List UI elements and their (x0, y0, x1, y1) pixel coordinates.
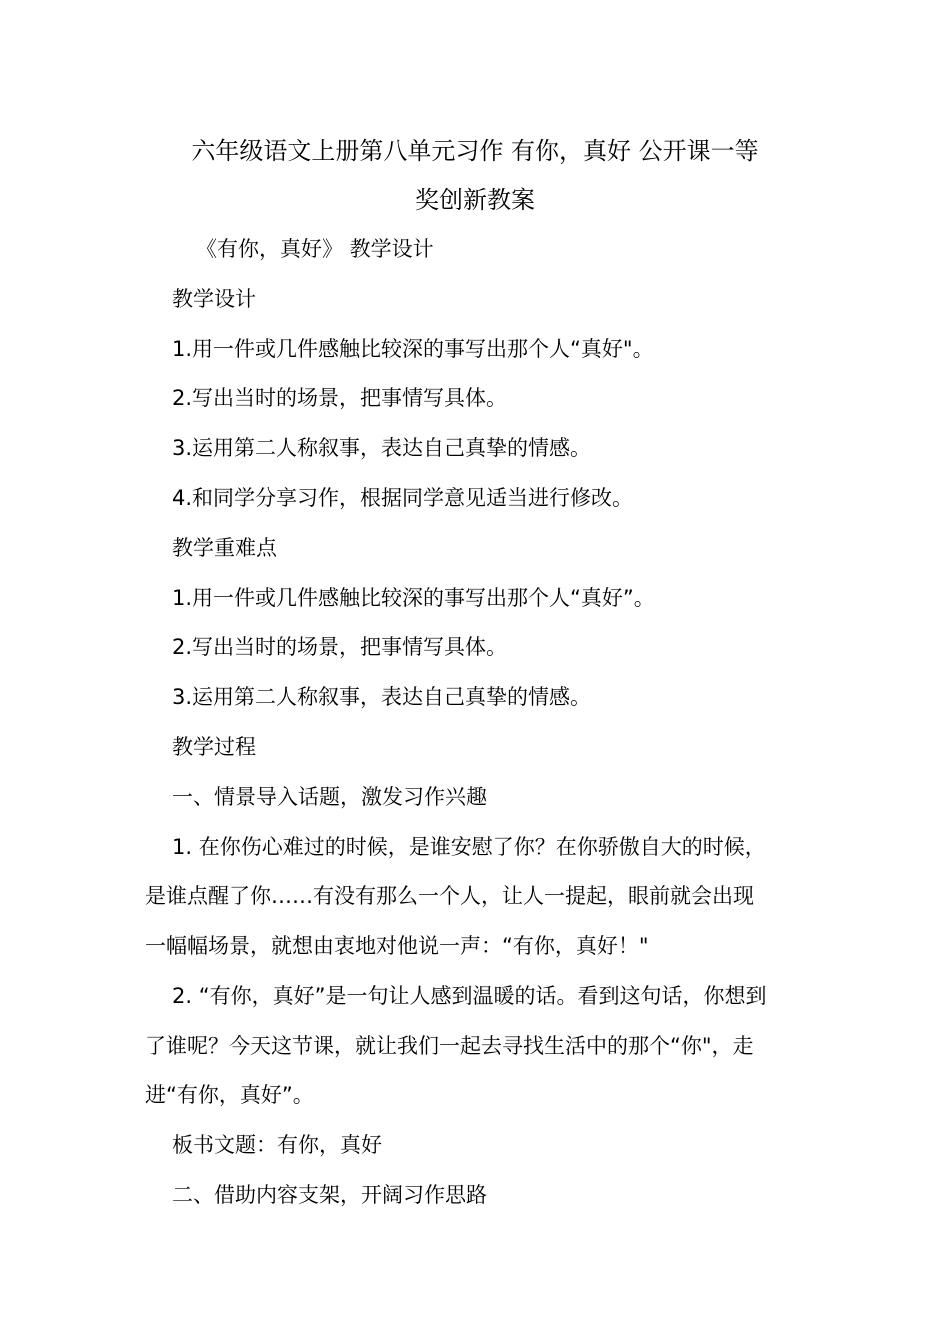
subtitle-lesson-design: 《有你，真好》 教学设计 (196, 237, 434, 261)
section-heading-part-two: 二、借助内容支架，开阔习作思路 (172, 1183, 487, 1207)
paragraph-line: 进“有你，真好”。 (145, 1083, 314, 1107)
paragraph-line: 2.写出当时的场景，把事情写具体。 (172, 635, 508, 659)
paragraph-line: 是谁点醒了你……有没有那么一个人，让人一提起，眼前就会出现 (145, 884, 754, 908)
paragraph-line: 1. 在你伤心难过的时候，是谁安慰了你？在你骄傲自大的时候， (172, 835, 766, 859)
section-heading-process: 教学过程 (172, 735, 256, 759)
paragraph-line: 2. “有你，真好”是一句让人感到温暖的话。看到这句话，你想到 (172, 984, 767, 1008)
paragraph-line: 一幅幅场景，就想由衷地对他说一声：“有你，真好！" (145, 934, 649, 958)
paragraph-line: 3.运用第二人称叙事，表达自己真挚的情感。 (172, 436, 592, 460)
section-heading-design: 教学设计 (172, 287, 256, 311)
paragraph-line: 1.用一件或几件感触比较深的事写出那个人“真好"。 (172, 337, 654, 361)
paragraph-line: 4.和同学分享习作，根据同学意见适当进行修改。 (172, 486, 634, 510)
paragraph-line: 板书文题：有你，真好 (172, 1133, 382, 1157)
document-title-line-1: 六年级语文上册第八单元习作 有你，真好 公开课一等 (191, 137, 759, 165)
section-heading-key-points: 教学重难点 (172, 536, 277, 560)
paragraph-line: 2.写出当时的场景，把事情写具体。 (172, 386, 508, 410)
section-heading-part-one: 一、情景导入话题，激发习作兴趣 (172, 785, 487, 809)
paragraph-line: 1.用一件或几件感触比较深的事写出那个人“真好”。 (172, 586, 655, 610)
paragraph-line: 3.运用第二人称叙事，表达自己真挚的情感。 (172, 685, 592, 709)
document-title-line-2: 奖创新教案 (415, 186, 535, 214)
paragraph-line: 了谁呢？今天这节课，就让我们一起去寻找生活中的那个“你"，走 (145, 1034, 754, 1058)
